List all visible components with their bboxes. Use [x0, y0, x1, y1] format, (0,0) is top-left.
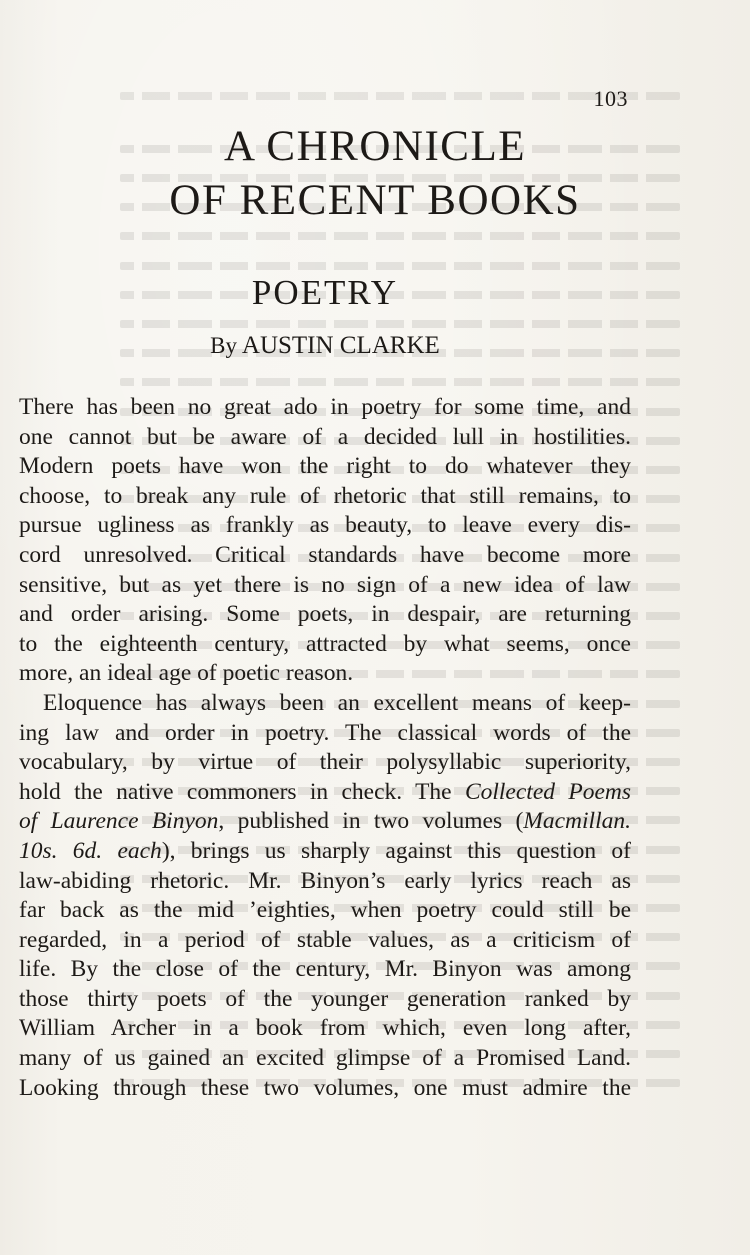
publisher-italic: Macmillan. [523, 808, 631, 835]
text-line: more, an ideal age of poetic reason. [19, 660, 354, 687]
text-line: cord unresolved. Critical standards have become more [19, 541, 631, 568]
byline-author: AUSTIN CLARKE [241, 332, 440, 359]
chapter-title [0, 120, 750, 228]
text-line: pursue ugliness as frankly as beauty, to leave every dis- [19, 512, 631, 539]
title-line-1: A CHRONICLE [224, 123, 526, 170]
text-line: vocabulary, by virtue of their polysyllabic superiority, [19, 749, 631, 776]
text-line: Looking through these two volumes, one must admire the [19, 1074, 631, 1101]
text-line: law-abiding rhetoric. Mr. Binyon’s early lyrics reach as [19, 867, 631, 894]
section-heading: POETRY [251, 273, 399, 312]
price-italic: 10s. 6d. each [19, 837, 162, 864]
paragraph-1 [19, 393, 631, 689]
text-line: far back as the mid ’eighties, when poetry could still be [19, 897, 631, 924]
text-line: ing law and order in poetry. The classical words of the [19, 719, 631, 746]
text-line: Eloquence has always been an excellent means of keep- [43, 689, 631, 716]
text-run: hold the native commoners in check. The [19, 778, 465, 805]
text-line: Modern poets have won the right to do whatever they [19, 453, 631, 480]
byline [0, 332, 650, 360]
text-line: many of us gained an excited glimpse of a Promised Land. [19, 1045, 631, 1072]
text-line: regarded, in a period of stable values, as a criticism of [19, 926, 631, 953]
title-line-2: OF RECENT BOOKS [169, 177, 581, 224]
text-line: and order arising. Some poets, in despair, are returning [19, 601, 631, 628]
text-line: sensitive, but as yet there is no sign of a new idea of law [19, 571, 631, 598]
text-line: those thirty poets of the younger generation ranked by [19, 985, 631, 1012]
byline-prefix: By [210, 333, 238, 358]
text-line [19, 837, 631, 867]
text-line: choose, to break any rule of rhetoric that still remains, to [19, 482, 631, 509]
text-line [19, 807, 631, 837]
text-line: There has been no great ado in poetry for some time, and [19, 394, 631, 420]
text-line: William Archer in a book from which, even long after, [19, 1015, 631, 1042]
text-run: ), brings us sharply against this question of [161, 837, 631, 864]
body-text [19, 393, 631, 1103]
text-line: one cannot but be aware of a decided lull in hostilities. [19, 423, 631, 450]
book-title-italic: Collected Poems [464, 778, 631, 805]
text-run: , published in two volumes ( [218, 808, 524, 835]
text-line: to the eighteenth century, attracted by what seems, once [19, 630, 631, 657]
text-line: life. By the close of the century, Mr. Binyon was among [19, 956, 631, 983]
page-number: 103 [593, 86, 628, 111]
book-title-italic: of Laurence Binyon [19, 808, 219, 835]
text-line [19, 778, 631, 808]
paragraph-2 [19, 689, 631, 1103]
